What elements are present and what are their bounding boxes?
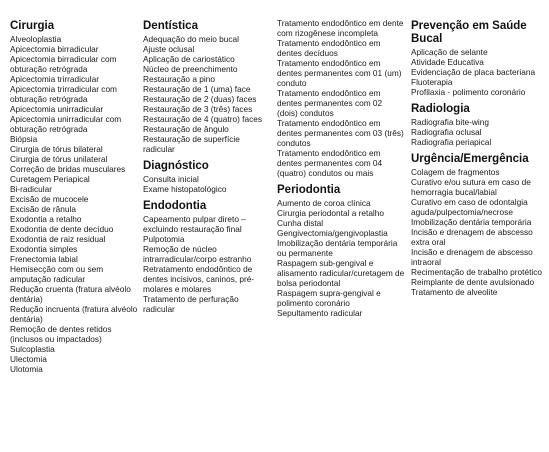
procedure-item: Radiografia periapical: [411, 137, 492, 147]
procedure-list: [411, 117, 543, 147]
procedure-item: Restauração a pino: [143, 74, 215, 84]
procedure-item: Tratamento endodôntico em dentes permanentes com 03 (três) condutos: [277, 118, 404, 148]
procedure-item: Hemisecção com ou sem amputação radicular: [10, 264, 104, 284]
procedure-section: [143, 20, 271, 154]
procedure-item: Sulcoplastia: [10, 344, 55, 354]
procedure-item: Excisão de mucocele: [10, 194, 89, 204]
procedure-item: Núcleo de preenchimento: [143, 64, 238, 74]
procedure-item: Aplicação de selante: [411, 47, 488, 57]
procedure-item: Exodontia de dente decíduo: [10, 224, 114, 234]
procedure-item: Fluoterapia: [411, 77, 453, 87]
procedure-item: Reimplante de dente avulsionado: [411, 277, 535, 287]
procedure-item: Bi-radicular: [10, 184, 52, 194]
section-title: Dentística: [143, 20, 198, 32]
section-title: Urgência/Emergência: [411, 153, 529, 165]
procedure-item: Cunha distal: [277, 218, 324, 228]
procedure-item: Adequação do meio bucal: [143, 34, 239, 44]
procedure-item: Tratamento endodôntico em dentes permanentes com 04 (quatro) condutos ou mais: [277, 148, 383, 178]
procedure-item: Cirurgia de tórus unilateral: [10, 154, 108, 164]
procedure-item: Correção de bridas musculares: [10, 164, 126, 174]
procedure-item: Radiografia oclusal: [411, 127, 482, 137]
procedure-item: Evidenciação de placa bacteriana: [411, 67, 536, 77]
procedure-item: Curetagem Periapical: [10, 174, 90, 184]
procedure-item: Capeamento pulpar direto – excluindo restauração final: [143, 214, 246, 234]
procedure-item: Frenectomia labial: [10, 254, 78, 264]
procedure-item: Exodontia simples: [10, 244, 78, 254]
procedure-section: [10, 20, 138, 374]
procedure-item: Recimentação de trabalho protético: [411, 267, 542, 277]
procedure-item: Restauração de superfície radicular: [143, 134, 240, 154]
procedure-section: [277, 184, 405, 318]
column-2: [143, 20, 271, 320]
procedure-item: Aplicação de cariostático: [143, 54, 235, 64]
procedure-item: Apicectomia trirradicular com obturação retrógrada: [10, 84, 117, 104]
section-title: Cirurgia: [10, 20, 55, 32]
section-title: Radiologia: [411, 103, 470, 115]
procedure-item: Restauração de ângulo: [143, 124, 229, 134]
procedure-item: Tratamento endodôntico em dente com rizogênese incompleta: [277, 18, 404, 38]
procedure-item: Atividade Educativa: [411, 57, 484, 67]
procedure-item: Apicectomia birradicular: [10, 44, 99, 54]
procedure-list: [411, 167, 543, 297]
procedure-section: [277, 18, 405, 178]
procedure-item: Aumento de coroa clínica: [277, 198, 371, 208]
procedure-item: Cirurgia periodontal a retalho: [277, 208, 385, 218]
procedure-list: [143, 174, 271, 194]
procedure-item: Raspagem sub-gengival e alisamento radicular/curetagem de bolsa periodontal: [277, 258, 405, 288]
procedure-item: Ulectomia: [10, 354, 47, 364]
procedure-item: Incisão e drenagem de abscesso extra oral: [411, 227, 533, 247]
procedure-item: Restauração de 2 (duas) faces: [143, 94, 257, 104]
procedure-list: [10, 34, 138, 374]
procedure-item: Tratamento de alveolite: [411, 287, 498, 297]
procedure-item: Redução incruenta (fratura alvéolo dentária): [10, 304, 138, 324]
procedure-item: Tratamento de perfuração radicular: [143, 294, 239, 314]
procedure-item: Redução cruenta (fratura alvéolo dentária): [10, 284, 131, 304]
procedure-item: Tratamento endodôntico em dentes permanentes com 02 (dois) condutos: [277, 88, 383, 118]
procedure-item: Tratamento endodôntico em dentes permanentes com 01 (um) conduto: [277, 58, 402, 88]
procedure-item: Remoção de núcleo intrarradicular/corpo estranho: [143, 244, 252, 264]
section-title: Endodontia: [143, 200, 207, 212]
procedure-item: Exame histopatológico: [143, 184, 227, 194]
procedure-item: Ajuste oclusal: [143, 44, 195, 54]
procedure-item: Remoção de dentes retidos (inclusos ou impactados): [10, 324, 112, 344]
procedure-section: [411, 153, 543, 297]
procedure-item: Ulotomia: [10, 364, 43, 374]
procedure-section: [411, 103, 543, 147]
procedure-item: Tratamento endodôntico em dentes decíduos: [277, 38, 381, 58]
procedure-item: Imobilização dentária temporária ou permanente: [277, 238, 398, 258]
procedure-item: Radiografia bite-wing: [411, 117, 489, 127]
procedure-item: Restauração de 3 (três) faces: [143, 104, 253, 114]
procedure-item: Pulpotomia: [143, 234, 185, 244]
column-3: [277, 18, 405, 324]
procedure-section: [143, 200, 271, 314]
procedure-list: [143, 214, 271, 314]
procedure-list: [411, 47, 543, 97]
procedure-item: Incisão e drenagem de abscesso intraoral: [411, 247, 533, 267]
procedure-item: Exodontia de raiz residual: [10, 234, 106, 244]
procedure-item: Curativo e/ou sutura em caso de hemorragia bucal/labial: [411, 177, 531, 197]
procedure-item: Profilaxia - polimento coronário: [411, 87, 526, 97]
procedure-item: Biópsia: [10, 134, 38, 144]
procedure-list: [277, 198, 405, 318]
procedure-list: [277, 18, 405, 178]
procedure-section: [143, 160, 271, 194]
procedure-item: Cirurgia de tórus bilateral: [10, 144, 103, 154]
column-1: [10, 20, 138, 380]
procedure-item: Restauração de 4 (quatro) faces: [143, 114, 262, 124]
procedure-item: Consulta inicial: [143, 174, 199, 184]
procedure-item: Excisão de rânula: [10, 204, 76, 214]
procedure-item: Raspagem supra-gengival e polimento coronário: [277, 288, 381, 308]
procedure-item: Colagem de fragmentos: [411, 167, 500, 177]
procedure-item: Curativo em caso de odontalgia aguda/pulpectomia/necrose: [411, 197, 528, 217]
section-title: Diagnóstico: [143, 160, 209, 172]
section-title: Prevenção em Saúde Bucal: [411, 20, 527, 45]
procedure-item: Gengivectomia/gengivoplastia: [277, 228, 388, 238]
section-title: Periodontia: [277, 184, 341, 196]
column-4: [411, 20, 543, 303]
procedure-item: Retratamento endodôntico de dentes incisivos, caninos, pré-molares e molares: [143, 264, 255, 294]
procedure-list: [143, 34, 271, 154]
procedure-section: [411, 20, 543, 97]
procedure-item: Apicectomia unirradicular com obturação retrógrada: [10, 114, 122, 134]
procedure-item: Alveoloplastia: [10, 34, 62, 44]
procedure-item: Sepultamento radicular: [277, 308, 363, 318]
procedure-item: Apicectomia trirradicular: [10, 74, 99, 84]
procedure-item: Apicectomia birradicular com obturação retrógrada: [10, 54, 117, 74]
procedure-item: Imobilização dentária temporária: [411, 217, 532, 227]
procedure-item: Restauração de 1 (uma) face: [143, 84, 251, 94]
procedure-item: Exodontia a retalho: [10, 214, 82, 224]
procedure-item: Apicectomia unirradicular: [10, 104, 104, 114]
